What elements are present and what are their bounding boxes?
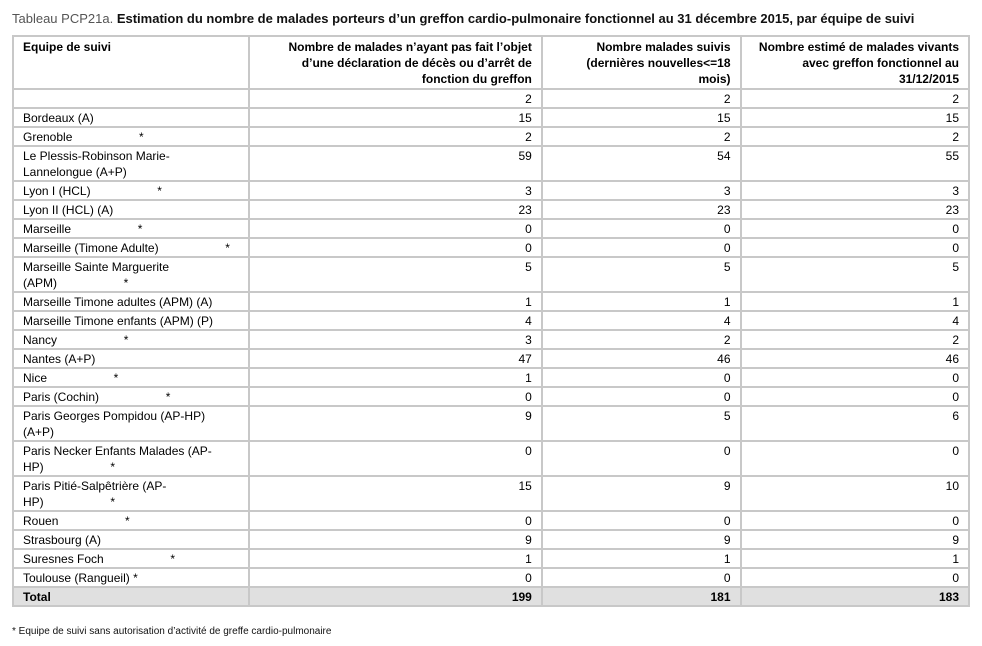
estimated-cell: 2 — [741, 127, 970, 146]
undeclared-cell: 2 — [249, 89, 542, 108]
followed-cell: 46 — [542, 349, 741, 368]
table-body — [13, 89, 969, 606]
followed-cell: 3 — [542, 181, 741, 200]
undeclared-cell: 4 — [249, 311, 542, 330]
table-row — [13, 530, 969, 549]
undeclared-cell: 9 — [249, 530, 542, 549]
table-row — [13, 476, 969, 511]
estimated-cell: 2 — [741, 330, 970, 349]
team-cell: Strasbourg (A) — [13, 530, 249, 549]
undeclared-cell: 9 — [249, 406, 542, 441]
followed-cell: 1 — [542, 292, 741, 311]
table-title — [12, 11, 914, 26]
table-row — [13, 511, 969, 530]
followed-cell: 9 — [542, 476, 741, 511]
column-header-undeclared: Nombre de malades n’ayant pas fait l’objet d’une déclaration de décès ou d’arrêt de fonction du greffon — [249, 36, 542, 89]
estimated-cell: 2 — [741, 89, 970, 108]
undeclared-cell: 59 — [249, 146, 542, 181]
undeclared-cell: 47 — [249, 349, 542, 368]
estimated-cell: 46 — [741, 349, 970, 368]
team-cell: Paris Pitié-Salpêtrière (AP-HP) * — [13, 476, 249, 511]
table-row — [13, 200, 969, 219]
followed-cell: 9 — [542, 530, 741, 549]
team-cell: Marseille Sainte Marguerite (APM) * — [13, 257, 249, 292]
team-cell — [13, 89, 249, 108]
undeclared-cell: 1 — [249, 549, 542, 568]
estimated-cell: 0 — [741, 368, 970, 387]
team-cell: Suresnes Foch * — [13, 549, 249, 568]
team-cell: Bordeaux (A) — [13, 108, 249, 127]
table-row — [13, 89, 969, 108]
team-cell: Le Plessis-Robinson Marie-Lannelongue (A+P) — [13, 146, 249, 181]
estimated-cell: 3 — [741, 181, 970, 200]
undeclared-cell: 0 — [249, 511, 542, 530]
followed-cell: 2 — [542, 89, 741, 108]
data-table — [12, 35, 970, 607]
undeclared-cell: 0 — [249, 238, 542, 257]
undeclared-cell: 0 — [249, 387, 542, 406]
undeclared-cell: 3 — [249, 330, 542, 349]
followed-cell: 1 — [542, 549, 741, 568]
estimated-cell: 0 — [741, 568, 970, 587]
undeclared-cell: 2 — [249, 127, 542, 146]
followed-cell: 5 — [542, 257, 741, 292]
followed-cell: 0 — [542, 441, 741, 476]
estimated-cell: 23 — [741, 200, 970, 219]
table-title-label: Tableau PCP21a. — [12, 11, 114, 26]
table-row — [13, 127, 969, 146]
table-row — [13, 292, 969, 311]
estimated-cell: 4 — [741, 311, 970, 330]
estimated-cell: 55 — [741, 146, 970, 181]
team-cell: Marseille Timone adultes (APM) (A) — [13, 292, 249, 311]
footnote: * Equipe de suivi sans autorisation d’activité de greffe cardio-pulmonaire — [12, 626, 332, 637]
estimated-cell: 5 — [741, 257, 970, 292]
team-cell: Grenoble * — [13, 127, 249, 146]
column-header-team: Equipe de suivi — [13, 36, 249, 89]
followed-cell: 23 — [542, 200, 741, 219]
estimated-cell: 0 — [741, 511, 970, 530]
table-row — [13, 257, 969, 292]
team-cell: Rouen * — [13, 511, 249, 530]
undeclared-cell: 3 — [249, 181, 542, 200]
undeclared-cell: 0 — [249, 568, 542, 587]
followed-cell: 0 — [542, 568, 741, 587]
undeclared-cell: 23 — [249, 200, 542, 219]
estimated-cell: 0 — [741, 238, 970, 257]
estimated-cell: 0 — [741, 387, 970, 406]
followed-cell: 15 — [542, 108, 741, 127]
table-row — [13, 330, 969, 349]
estimated-cell: 9 — [741, 530, 970, 549]
table-title-text: Estimation du nombre de malades porteurs d’un greffon cardio-pulmonaire fonctionnel au 31 décembre 2015, par équipe de suivi — [116, 11, 915, 26]
table-row — [13, 108, 969, 127]
header-row — [13, 36, 969, 89]
team-cell: Total — [13, 587, 249, 606]
followed-cell: 54 — [542, 146, 741, 181]
team-cell: Marseille * — [13, 219, 249, 238]
column-header-estimated: Nombre estimé de malades vivants avec greffon fonctionnel au 31/12/2015 — [741, 36, 970, 89]
followed-cell: 2 — [542, 330, 741, 349]
team-cell: Paris (Cochin) * — [13, 387, 249, 406]
table-row — [13, 146, 969, 181]
table-row — [13, 549, 969, 568]
followed-cell: 0 — [542, 238, 741, 257]
team-cell: Lyon II (HCL) (A) — [13, 200, 249, 219]
table-row — [13, 181, 969, 200]
table-row — [13, 349, 969, 368]
table-row — [13, 368, 969, 387]
team-cell: Marseille (Timone Adulte) * — [13, 238, 249, 257]
team-cell: Marseille Timone enfants (APM) (P) — [13, 311, 249, 330]
undeclared-cell: 0 — [249, 441, 542, 476]
followed-cell: 0 — [542, 368, 741, 387]
followed-cell: 2 — [542, 127, 741, 146]
undeclared-cell: 5 — [249, 257, 542, 292]
total-row — [13, 587, 969, 606]
followed-cell: 0 — [542, 511, 741, 530]
undeclared-cell: 0 — [249, 219, 542, 238]
team-cell: Toulouse (Rangueil) * — [13, 568, 249, 587]
estimated-cell: 183 — [741, 587, 970, 606]
undeclared-cell: 199 — [249, 587, 542, 606]
team-cell: Lyon I (HCL) * — [13, 181, 249, 200]
table-row — [13, 441, 969, 476]
estimated-cell: 0 — [741, 219, 970, 238]
estimated-cell: 1 — [741, 549, 970, 568]
undeclared-cell: 1 — [249, 292, 542, 311]
column-header-followed: Nombre malades suivis (dernières nouvelles<=18 mois) — [542, 36, 741, 89]
estimated-cell: 0 — [741, 441, 970, 476]
table-row — [13, 568, 969, 587]
followed-cell: 5 — [542, 406, 741, 441]
followed-cell: 0 — [542, 219, 741, 238]
followed-cell: 4 — [542, 311, 741, 330]
team-cell: Paris Necker Enfants Malades (AP-HP) * — [13, 441, 249, 476]
team-cell: Nice * — [13, 368, 249, 387]
estimated-cell: 1 — [741, 292, 970, 311]
estimated-cell: 15 — [741, 108, 970, 127]
table-row — [13, 387, 969, 406]
undeclared-cell: 15 — [249, 108, 542, 127]
estimated-cell: 6 — [741, 406, 970, 441]
followed-cell: 181 — [542, 587, 741, 606]
table-row — [13, 311, 969, 330]
undeclared-cell: 1 — [249, 368, 542, 387]
undeclared-cell: 15 — [249, 476, 542, 511]
estimated-cell: 10 — [741, 476, 970, 511]
table-row — [13, 219, 969, 238]
table-row — [13, 238, 969, 257]
followed-cell: 0 — [542, 387, 741, 406]
team-cell: Nantes (A+P) — [13, 349, 249, 368]
table-row — [13, 406, 969, 441]
team-cell: Paris Georges Pompidou (AP-HP) (A+P) — [13, 406, 249, 441]
team-cell: Nancy * — [13, 330, 249, 349]
